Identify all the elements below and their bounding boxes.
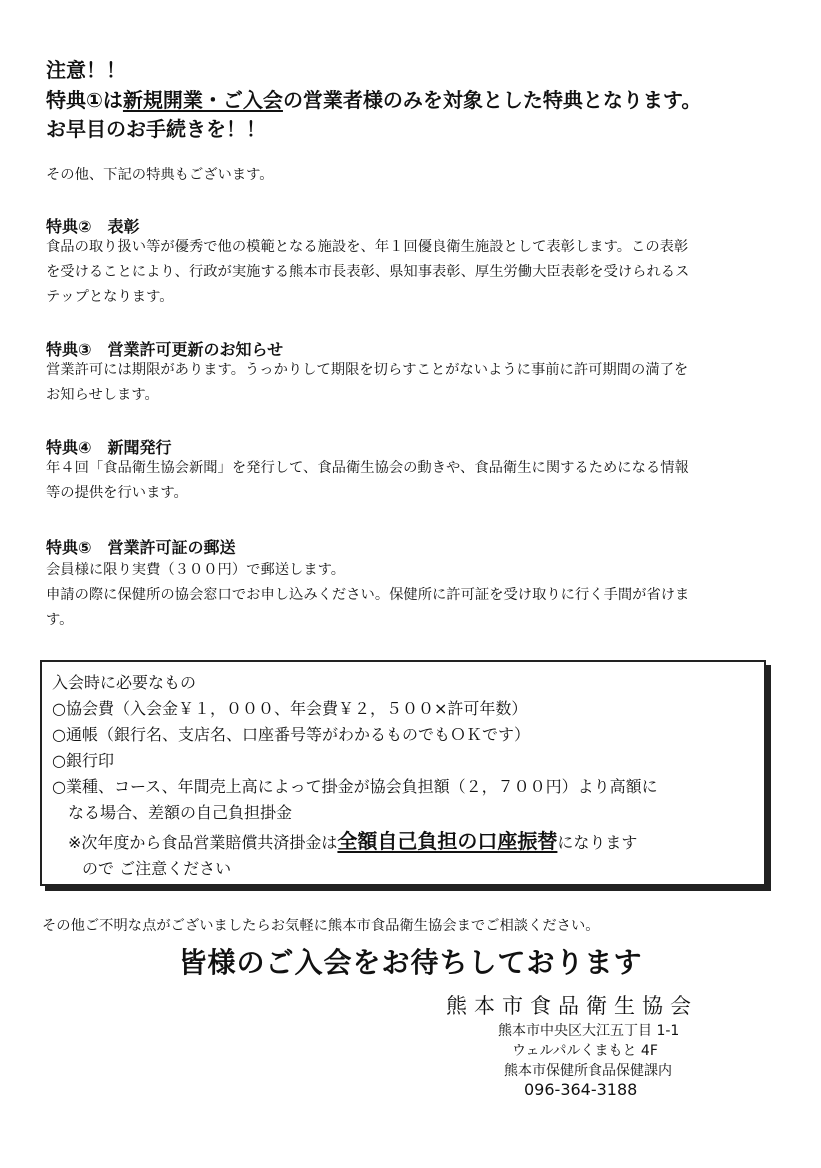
section-line: を受けることにより、行政が実施する熊本市長表彰、県知事表彰、厚生労働大臣表彰を受けられるス — [46, 264, 690, 280]
note-text-c: になります — [557, 833, 638, 852]
section-title: 特典② 表彰 — [46, 217, 140, 236]
notice-text-c: の営業者様のみを対象とした特典となります。 — [282, 88, 702, 112]
section-line: 申請の際に保健所の協会窓口でお申し込みください。保健所に許可証を受け取りに行く手間が省けま — [46, 587, 690, 603]
requirement-item: ○業種、コース、年間売上高によって掛金が協会負担額（２，７００円）より高額に — [52, 777, 658, 796]
section-line: す。 — [46, 612, 74, 628]
notice-line-hurry: お早目のお手続きを！！ — [46, 117, 266, 141]
section-title: 特典④ 新聞発行 — [46, 438, 172, 457]
notice-title: 注意！！ — [46, 58, 126, 82]
address-line: 熊本市中央区大江五丁目 1-1 — [498, 1023, 680, 1039]
section-body — [46, 358, 688, 408]
address-line: 熊本市保健所食品保健課内 — [504, 1063, 672, 1079]
section-line: テップとなります。 — [46, 289, 174, 305]
section-line: 食品の取り扱い等が優秀で他の模範となる施設を、年１回優良衛生施設として表彰します。この表彰 — [46, 239, 689, 255]
section-body — [46, 235, 689, 310]
section-line: お知らせします。 — [46, 387, 159, 403]
section-title: 特典③ 営業許可更新のお知らせ — [46, 340, 284, 359]
note-text-a: ※次年度から食品営業賠償共済掛金は — [68, 833, 338, 852]
section-line: 年４回「食品衛生協会新聞」を発行して、食品衛生協会の動きや、食品衛生に関するためになる情報 — [46, 460, 689, 476]
requirements-note-cont: ので ご注意ください — [82, 859, 232, 878]
note-emphasis: 全額自己負担の口座振替 — [337, 829, 558, 853]
requirements-note — [68, 828, 637, 856]
requirement-item: ○通帳（銀行名、支店名、口座番号等がわかるものでもＯＫです） — [52, 725, 530, 744]
notice-underlined-text: 新規開業・ご入会 — [122, 88, 283, 112]
requirement-item: なる場合、差額の自己負担掛金 — [52, 803, 293, 822]
phone-number: 096-364-3188 — [524, 1080, 638, 1099]
section-line: 営業許可には期限があります。うっかりして期限を切らすことがないように事前に許可期間の満了を — [46, 362, 689, 378]
notice-line — [46, 88, 701, 112]
requirement-item: ○銀行印 — [52, 751, 114, 770]
section-line: 等の提供を行います。 — [46, 485, 188, 501]
requirements-heading: 入会時に必要なもの — [52, 673, 197, 692]
section-line: 会員様に限り実費（３００円）で郵送します。 — [46, 562, 346, 578]
section-body — [46, 456, 689, 506]
intro-text: その他、下記の特典もございます。 — [46, 167, 274, 183]
notice-text-a: 特典①は — [46, 88, 123, 112]
organization-name: 熊本市食品衛生協会 — [446, 994, 698, 1018]
contact-note: その他ご不明な点がございましたらお気軽に熊本市食品衛生協会までご相談ください。 — [42, 918, 600, 934]
address-line: ウェルパルくまもと 4F — [512, 1043, 658, 1059]
section-title: 特典⑤ 営業許可証の郵送 — [46, 538, 236, 557]
closing-message: 皆様のご入会をお待ちしております — [178, 946, 643, 979]
section-body — [46, 558, 689, 633]
requirement-item: ○協会費（入会金￥１，０００、年会費￥２，５００×許可年数） — [52, 699, 528, 718]
